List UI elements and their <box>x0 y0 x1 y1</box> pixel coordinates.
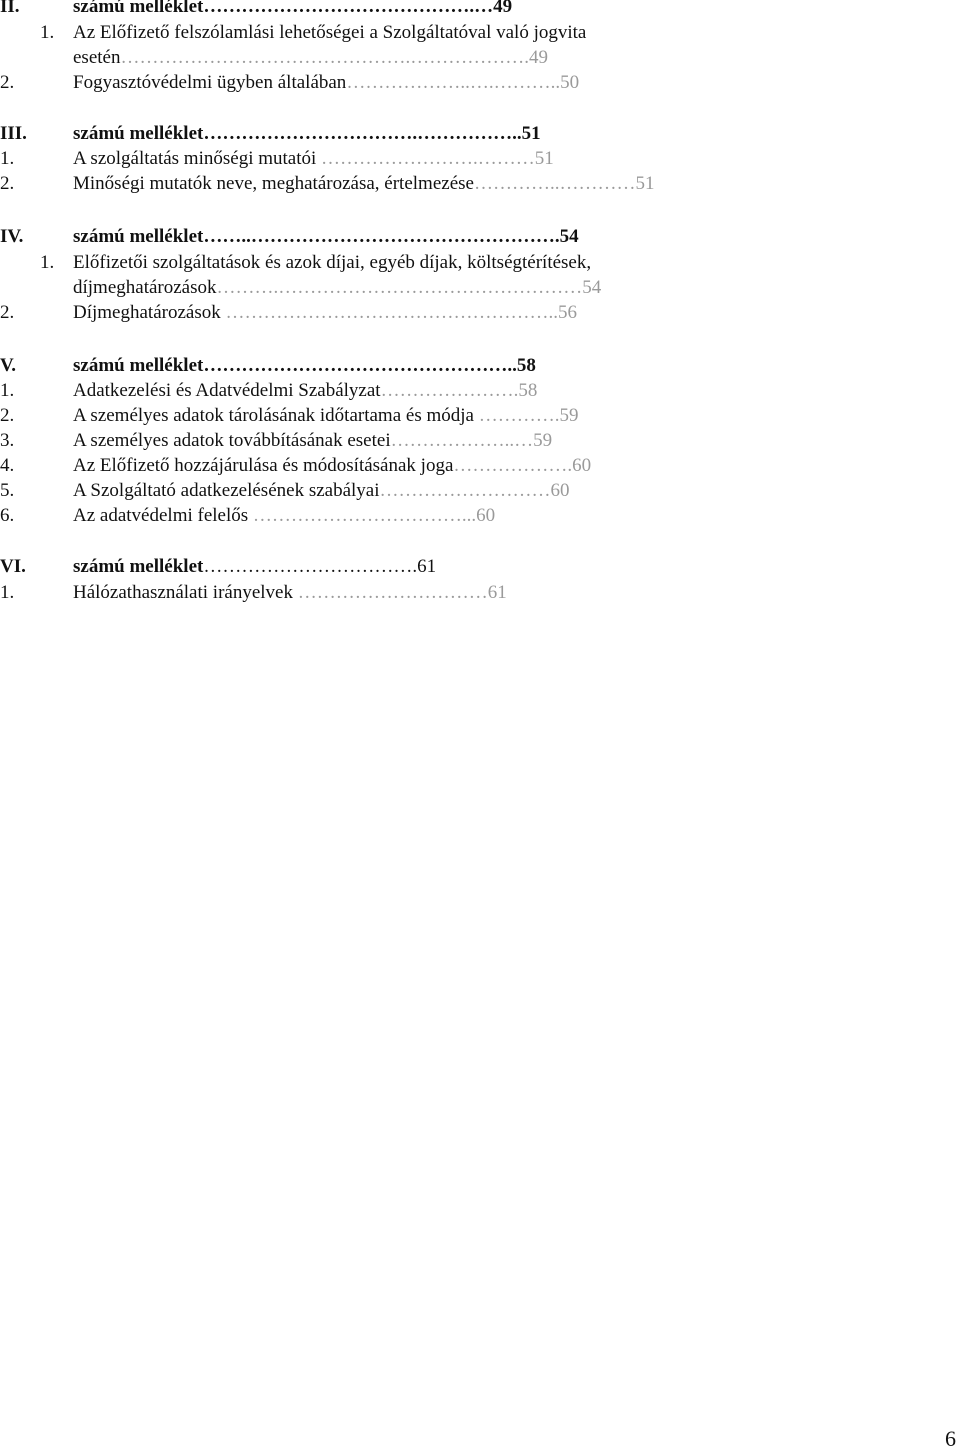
toc-entry-title: A Szolgáltató adatkezelésének szabályai………………………60 <box>73 480 570 501</box>
toc-entry-title: esetén……………………………………….……………….49 <box>73 47 548 68</box>
toc-entry-title: Adatkezelési és Adatvédelmi Szabályzat………………….58 <box>73 380 538 401</box>
toc-entry-number: 1. <box>40 252 55 273</box>
toc-entry-title: Az adatvédelmi felelős ……………………………...60 <box>73 505 496 526</box>
toc-entry-number: 6. <box>0 505 15 526</box>
toc-page-number: 51 <box>521 123 541 144</box>
toc-page-number: 61 <box>487 582 507 603</box>
toc-entry-title: A személyes adatok továbbításának esetei………………..…59 <box>73 430 553 451</box>
toc-leader-dots: ……..…………………………………………. <box>203 226 560 247</box>
toc-page-number: 59 <box>559 405 579 426</box>
toc-page-number: 61 <box>417 556 437 577</box>
toc-page-number: 60 <box>476 505 496 526</box>
toc-page-number: 54 <box>582 277 602 298</box>
toc-page-number: 58 <box>516 355 536 376</box>
toc-entry-title: díjmeghatározások……….…………………………………………54 <box>73 277 602 298</box>
toc-entry-title: Az Előfizető felszólamlási lehetőségei a Szolgáltatóval való jogvita <box>73 22 587 43</box>
toc-entry-number: 4. <box>0 455 15 476</box>
toc-entry-title: A szolgáltatás minőségi mutatói …………………….………51 <box>73 148 554 169</box>
toc-entry-number: 2. <box>0 173 15 194</box>
toc-entry-annex-2[interactable] <box>0 0 742 20</box>
toc-entry-title: Hálózathasználati irányelvek …………………………61 <box>73 582 507 603</box>
toc-entry-title: Fogyasztóvédelmi ügyben általában………………..….………..50 <box>73 72 580 93</box>
toc-page-number: 49 <box>493 0 513 17</box>
toc-entry-number: 5. <box>0 480 15 501</box>
toc-leader-dots: …………..………… <box>473 173 636 194</box>
toc-entry-title: Előfizetői szolgáltatások és azok díjai, egyéb díjak, költségtérítések, <box>73 252 592 273</box>
page-number: 6 <box>945 1426 956 1451</box>
toc-entry-number: 1. <box>0 148 15 169</box>
toc-entry-number: 1. <box>40 22 55 43</box>
toc-entry-title: Az Előfizető hozzájárulása és módosításának joga……………….60 <box>73 455 592 476</box>
toc-entry-number: 2. <box>0 302 15 323</box>
toc-entry-number: V. <box>0 355 17 376</box>
toc-leader-dots: ……….………………………………………… <box>216 277 583 298</box>
toc-entry-title: számú melléklet……..………………………………………….54 <box>73 226 579 247</box>
toc-page-number: 56 <box>557 302 577 323</box>
toc-leader-dots: ………………..….……….. <box>346 72 561 93</box>
toc-entry-number: 1. <box>0 380 15 401</box>
toc-entry-number: II. <box>0 0 20 17</box>
toc-leader-dots: ……………………………………….………………. <box>120 47 529 68</box>
toc-leader-dots: …………………………………….… <box>203 0 494 17</box>
toc-entry-title: számú melléklet…………………………….……………..51 <box>73 123 541 144</box>
toc-entry-title: számú melléklet…………………………….61 <box>73 556 437 577</box>
toc-page-number: 54 <box>559 226 579 247</box>
toc-entry-title: Díjmeghatározások ……………………………………………..56 <box>73 302 577 323</box>
toc-page-number: 50 <box>560 72 580 93</box>
toc-leader-dots: ……………………………. <box>203 556 418 577</box>
toc-entry-number: VI. <box>0 556 26 577</box>
toc-leader-dots: …………………………….…………….. <box>203 123 522 144</box>
toc-entry-title: számú melléklet…………………………………….…49 <box>73 0 512 20</box>
toc-page-number: 51 <box>635 173 655 194</box>
toc-entry-number: III. <box>0 123 27 144</box>
toc-leader-dots: …………………. <box>380 380 519 401</box>
toc-page-number: 49 <box>528 47 548 68</box>
toc-leader-dots: …………………….……… <box>321 148 535 169</box>
toc-entry-title: Minőségi mutatók neve, meghatározása, értelmezése…………..…………51 <box>73 173 655 194</box>
toc-entry-number: 2. <box>0 405 15 426</box>
toc-entry-number: 2. <box>0 72 15 93</box>
toc-entry-number: 3. <box>0 430 15 451</box>
toc-leader-dots: ………………. <box>453 455 573 476</box>
toc-leader-dots: ……………………………... <box>252 505 477 526</box>
toc-leader-dots: …………………………………………….. <box>225 302 558 323</box>
toc-leader-dots: ……………………… <box>379 480 551 501</box>
toc-entry-title: A személyes adatok tárolásának időtartama és módja ………….59 <box>73 405 579 426</box>
toc-page-number: 59 <box>533 430 553 451</box>
toc-entry-title: számú melléklet…………………………………………..58 <box>73 355 536 376</box>
toc-page-number: 58 <box>518 380 538 401</box>
toc-page-number: 60 <box>550 480 570 501</box>
toc-leader-dots: ………………………………………….. <box>203 355 517 376</box>
toc-entry-number: IV. <box>0 226 24 247</box>
toc-page-number: 60 <box>572 455 592 476</box>
toc-page-number: 51 <box>534 148 554 169</box>
toc-leader-dots: …………. <box>478 405 560 426</box>
toc-entry-number: 1. <box>0 582 15 603</box>
toc-leader-dots: ………………..… <box>390 430 534 451</box>
toc-leader-dots: ………………………… <box>297 582 488 603</box>
